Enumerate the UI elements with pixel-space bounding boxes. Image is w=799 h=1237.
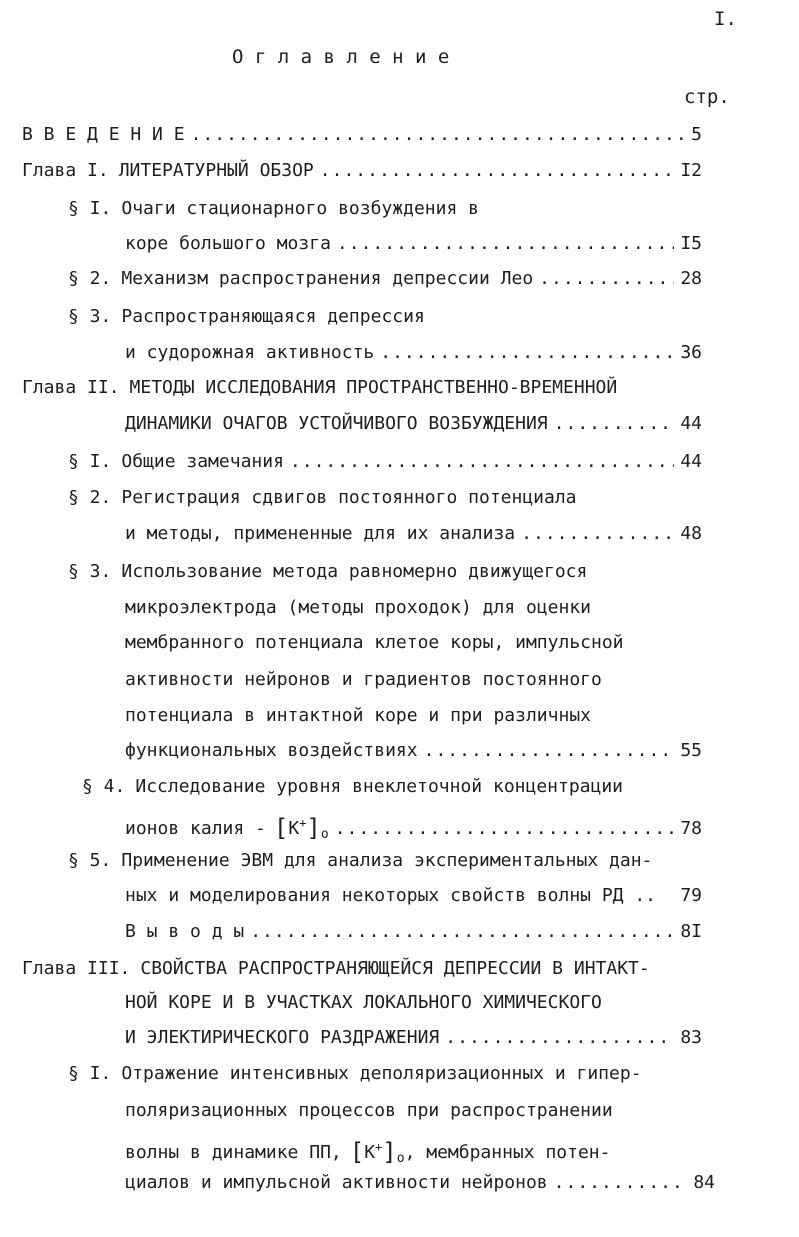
- section-title-cont: коре большого мозга: [125, 233, 331, 254]
- chapter-label: Глава III.: [22, 958, 131, 979]
- section-title: Регистрация сдвигов постоянного потенциала: [121, 487, 577, 508]
- chapter-title-cont: И ЭЛЕКТИРИЧЕСКОГО РАЗДРАЖЕНИЯ: [125, 1027, 440, 1048]
- dot-leader: [191, 124, 686, 146]
- toc-entry-chapter-3-line3: [125, 1027, 702, 1049]
- section-sign: § 2.: [68, 487, 112, 508]
- toc-page-number: 84: [693, 1172, 715, 1193]
- page-number: I.: [714, 8, 737, 30]
- dot-leader: [250, 921, 674, 943]
- section-title-cont: мембранного потенциала клетое коры, импульсной: [125, 632, 624, 653]
- chapter-title-cont: НОЙ КОРЕ И В УЧАСТКАХ ЛОКАЛЬНОГО ХИМИЧЕСКОГО: [125, 992, 602, 1013]
- toc-entry-ch1-s1-line2: [125, 233, 702, 255]
- section-title: Общие замечания: [121, 451, 284, 472]
- toc-entry-ch1-s1-line1: [68, 198, 479, 220]
- toc-entry-ch2-s5-line2: [125, 885, 702, 907]
- section-sign: § 3.: [68, 561, 112, 582]
- toc-entry-ch2-s3-line4: [125, 669, 602, 691]
- section-sign: § I.: [68, 1063, 112, 1084]
- toc-page-number: 83: [680, 1027, 702, 1048]
- chapter-title: ЛИТЕРАТУРНЫЙ ОБЗОР: [118, 160, 314, 181]
- toc-entry-ch2-s3-line2: [125, 597, 591, 619]
- toc-entry-intro: [22, 124, 702, 146]
- toc-entry-ch3-s1-line1: [68, 1063, 642, 1085]
- section-sign: § I.: [68, 451, 112, 472]
- section-title-cont: и судорожная активность: [125, 342, 375, 363]
- toc-page-number: 79: [680, 885, 702, 906]
- dot-leader: [424, 740, 675, 762]
- toc-page-number: 36: [680, 342, 702, 363]
- chapter-title: СВОЙСТВА РАСПРОСТРАНЯЮЩЕЙСЯ ДЕПРЕССИИ В ИНТАКТ-: [140, 958, 650, 979]
- chapter-label: Глава II.: [22, 377, 120, 398]
- dot-leader: [554, 1172, 688, 1194]
- section-title-cont: поляризационных процессов при распространении: [125, 1100, 613, 1121]
- toc-entry-ch1-s3-line1: [68, 306, 425, 328]
- section-sign: § I.: [68, 198, 112, 219]
- toc-entry-ch2-s2-line2: [125, 523, 702, 545]
- toc-entry-ch2-s4-line2: [125, 812, 702, 846]
- dot-leader: [380, 342, 674, 364]
- section-title: Исследование уровня внеклеточной концентрации: [135, 776, 624, 797]
- section-title-cont: потенциала в интактной коре и при различных: [125, 705, 591, 726]
- section-title-cont: волны в динамике ПП,: [125, 1142, 342, 1163]
- toc-entry-ch2-s2-line1: [68, 487, 577, 509]
- section-title: Использование метода равномерно движущегося: [121, 561, 588, 582]
- toc-page-number: 44: [680, 413, 702, 434]
- dot-leader: [539, 268, 674, 290]
- section-sign: § 4.: [82, 776, 126, 797]
- toc-entry-chapter-2-line2: [125, 413, 702, 435]
- toc-page-number: I2: [680, 160, 702, 181]
- chapter-title-cont: ДИНАМИКИ ОЧАГОВ УСТОЙЧИВОГО ВОЗБУЖДЕНИЯ: [125, 413, 548, 434]
- toc-entry-chapter-1: [22, 160, 702, 182]
- toc-title: О г л а в л е н и е: [232, 46, 450, 68]
- toc-entry-ch3-s1-line2: [125, 1100, 613, 1122]
- toc-entry-ch1-s3-line2: [125, 342, 702, 364]
- toc-entry-ch3-s1-line3: [125, 1136, 610, 1170]
- chapter-label: Глава I.: [22, 160, 109, 181]
- toc-entry-title: В В Е Д Е Н И Е: [22, 124, 185, 145]
- section-title-cont: активности нейронов и градиентов постоянного: [125, 669, 602, 690]
- dot-leader: [521, 523, 674, 545]
- toc-entry-ch2-s3-line3: [125, 632, 624, 654]
- toc-entry-chapter-2-line1: [22, 377, 617, 399]
- toc-entry-ch2-s4-line1: [82, 776, 623, 798]
- potassium-ion-formula: $[К^+]_o$: [273, 814, 329, 842]
- toc-page-number: 48: [680, 523, 702, 544]
- toc-entry-ch3-s1-line4: [125, 1172, 715, 1194]
- section-title-cont: , мембранных потен-: [404, 1142, 611, 1163]
- toc-entry-ch1-s2: [68, 268, 702, 290]
- section-title-cont: микроэлектрода (методы проходок) для оценки: [125, 597, 591, 618]
- chapter-title: МЕТОДЫ ИССЛЕДОВАНИЯ ПРОСТРАНСТВЕННО-ВРЕМЕННОЙ: [129, 377, 618, 398]
- dot-leader: [554, 413, 675, 435]
- conclusions-title: В ы в о д ы: [125, 921, 245, 942]
- section-title: Механизм распространения депрессии Лео: [121, 268, 534, 289]
- dot-leader: [290, 451, 674, 473]
- toc-entry-ch2-s3-line6: [125, 740, 702, 762]
- section-title: Распространяющаяся депрессия: [121, 306, 425, 327]
- section-sign: § 5.: [68, 850, 112, 871]
- toc-page-number: 28: [680, 268, 702, 289]
- section-sign: § 2.: [68, 268, 112, 289]
- section-title-cont: ных и моделирования некоторых свойств волны РД ..: [125, 885, 657, 906]
- section-title-cont: и методы, примененные для их анализа: [125, 523, 516, 544]
- toc-page-number: 44: [680, 451, 702, 472]
- toc-page-number: 78: [680, 818, 702, 839]
- section-title-cont: ионов калия -: [125, 818, 266, 839]
- toc-page-number: I5: [680, 233, 702, 254]
- dot-leader: [337, 233, 674, 255]
- page-column-label: стр.: [684, 86, 730, 108]
- toc-entry-ch2-s3-line1: [68, 561, 587, 583]
- section-title-cont: циалов и импульсной активности нейронов: [125, 1172, 548, 1193]
- dot-leader: [445, 1027, 674, 1049]
- toc-entry-ch2-s1: [68, 451, 702, 473]
- toc-entry-ch2-s5-line1: [68, 850, 652, 872]
- section-title: Очаги стационарного возбуждения в: [121, 198, 479, 219]
- toc-page-number: 5: [691, 124, 702, 145]
- section-title-cont: функциональных воздействиях: [125, 740, 418, 761]
- toc-page-number: 55: [680, 740, 702, 761]
- toc-entry-chapter-3-line1: [22, 958, 650, 980]
- toc-entry-ch2-s3-line5: [125, 705, 591, 727]
- toc-page-number: 8I: [680, 921, 702, 942]
- section-title: Отражение интенсивных деполяризационных и гипер-: [121, 1063, 642, 1084]
- toc-entry-conclusions: [125, 921, 702, 943]
- dot-leader: [320, 160, 675, 182]
- section-title: Применение ЭВМ для анализа экспериментальных дан-: [121, 850, 653, 871]
- section-sign: § 3.: [68, 306, 112, 327]
- potassium-ion-formula: $[К^+]_o$: [349, 1138, 405, 1166]
- toc-entry-chapter-3-line2: [125, 992, 602, 1014]
- dot-leader: [335, 818, 675, 840]
